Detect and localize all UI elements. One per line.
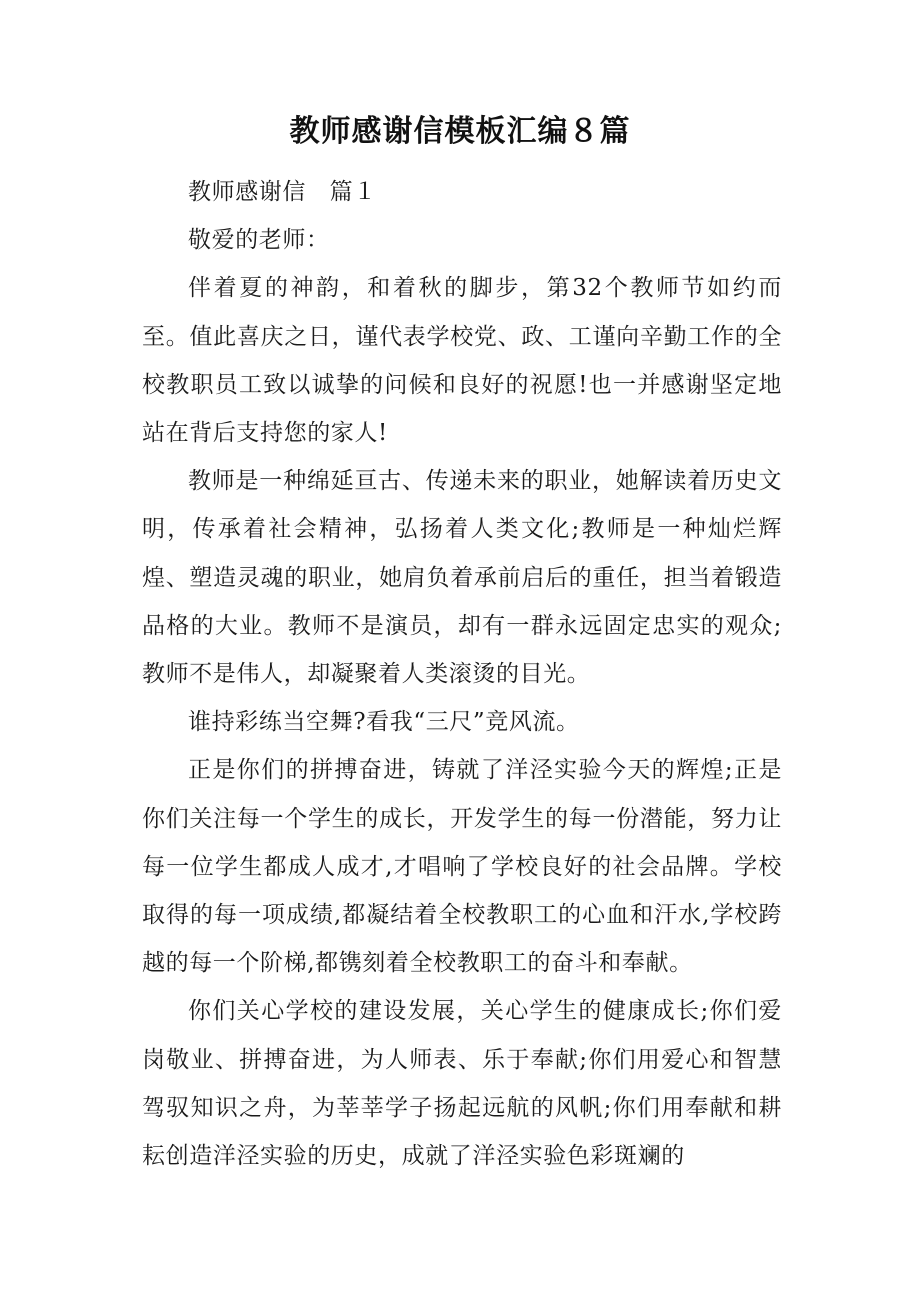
document-body [142,168,782,1180]
greeting: 敬爱的老师： [188,227,330,254]
paragraph: 你们关心学校的建设发展，关心学生的健康成长;你们爱岗敬业、拼搏奋进，为人师表、乐于奉献;你们用爱心和智慧驾驭知识之舟，为莘莘学子扬起远航的风帆;你们用奉献和耕耘创造洋泾实验的历史，成就了洋泾实验色彩斑斓的 [142,998,782,1170]
document-title: 教师感谢信模板汇编８篇 [289,114,631,149]
paragraph: 正是你们的拼搏奋进，铸就了洋泾实验今天的辉煌;正是你们关注每一个学生的成长，开发学生的每一份潜能，努力让每一位学生都成人成才,才唱响了学校良好的社会品牌。学校取得的每一项成绩,都凝结着全校教职工的心血和汗水,学校跨越的每一个阶梯,都镌刻着全校教职工的奋斗和奉献。 [142,757,782,977]
paragraph: 教师是一种绵延亘古、传递未来的职业，她解读着历史文明，传承着社会精神，弘扬着人类文化;教师是一种灿烂辉煌、塑造灵魂的职业，她肩负着承前启后的重任，担当着锻造品格的大业。教师不是演员，却有一群永远固定忠实的观众;教师不是伟人，却凝聚着人类滚烫的目光。 [142,468,782,688]
section-heading: 教师感谢信 篇１ [188,179,377,205]
paragraph: 谁持彩练当空舞?看我“三尺”竞风流。 [188,709,580,736]
paragraph: 伴着夏的神韵，和着秋的脚步，第32个教师节如约而至。值此喜庆之日，谨代表学校党、政、工谨向辛勤工作的全校教职员工致以诚挚的问候和良好的祝愿!也一并感谢坚定地站在背后支持您的家人! [142,275,782,447]
